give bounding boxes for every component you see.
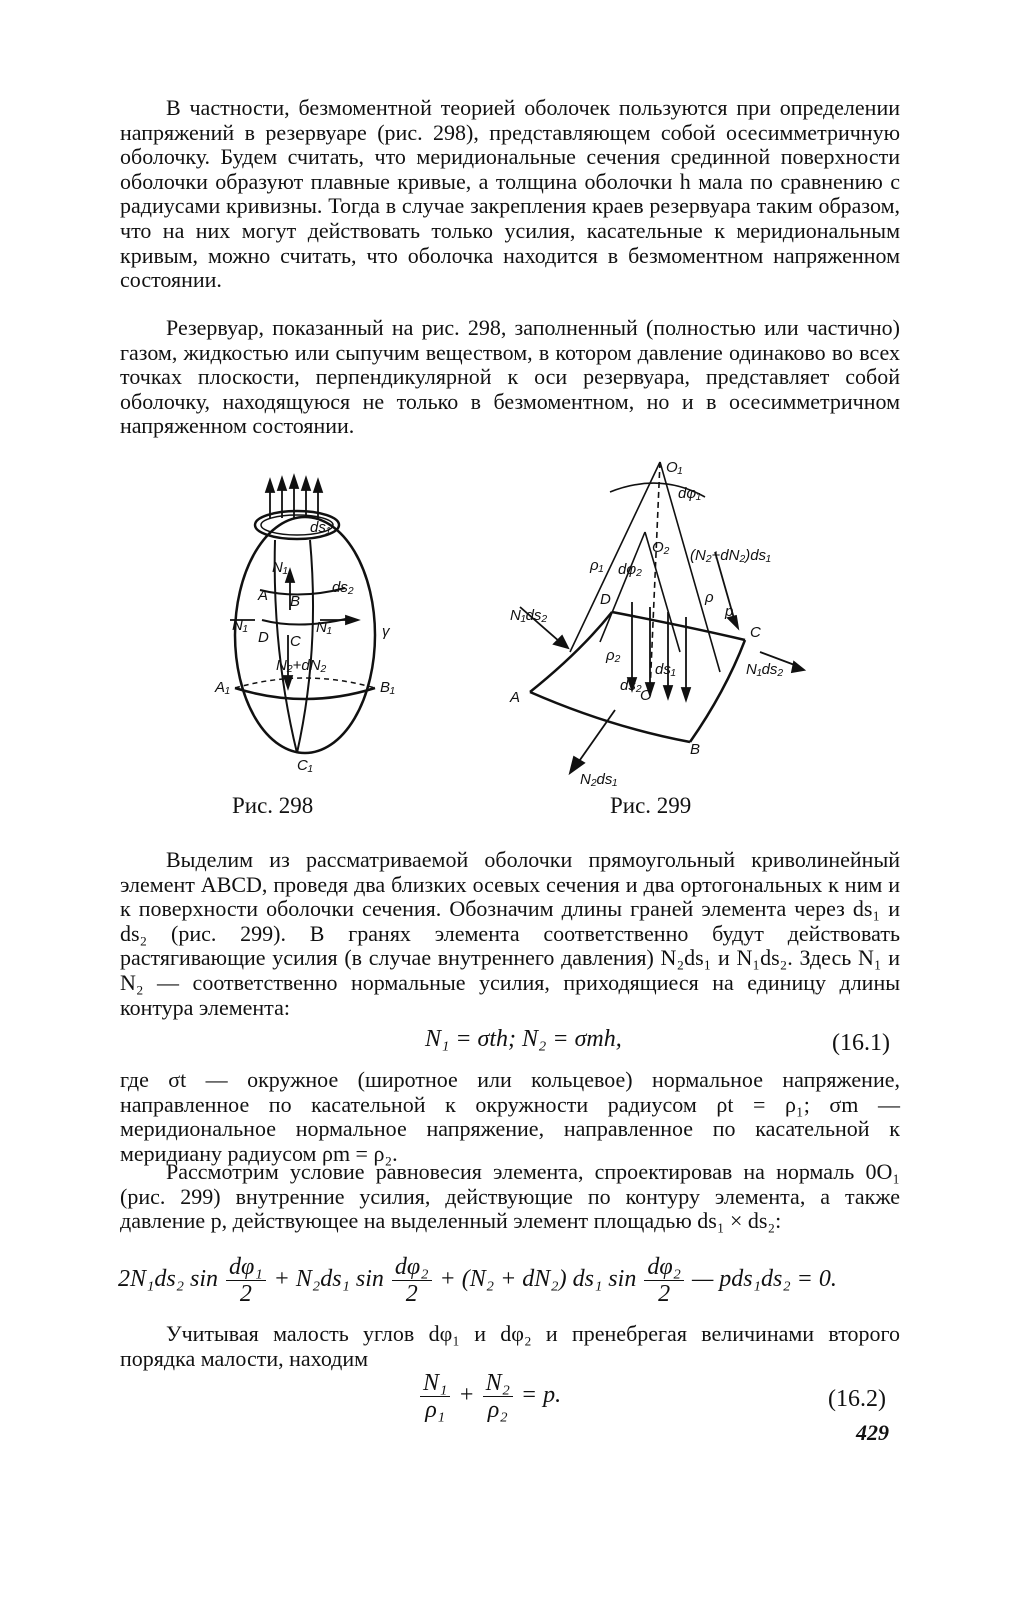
fig298-label-d: D	[258, 629, 269, 646]
fig299-label-ds1: ds₁	[655, 661, 676, 678]
eq162-fraction-1: $\frac{\text{N₁}}{\text{ρ₁}}$	[420, 1370, 450, 1423]
fig299-label-n1ds2-right: N₁ds₂	[746, 661, 784, 678]
fig299-label-rho: ρ	[705, 589, 714, 606]
fig298-label-gamma: γ	[382, 623, 390, 640]
fig299-label-dphi1: dφ₁	[678, 485, 701, 502]
fig299-label-ds2: ds₂	[620, 677, 642, 694]
eq-term-3: + (N₂ + dN₂) ds₁ sin	[439, 1266, 637, 1293]
figure-299-caption: Рис. 299	[610, 793, 692, 818]
fig299-label-n2ds1: N₂ds₁	[580, 771, 618, 788]
eq162-rhs: = p.	[520, 1382, 562, 1409]
eq-fraction-1: $\frac{\text{dφ₁}}{2}$	[226, 1254, 266, 1307]
paragraph-2: Резервуар, показанный на рис. 298, заполненный (полностью или частично) газом, жидкостью или сыпучим веществом, в котором давление одинаково во всех точках плоскости, перпендикулярной к оси резервуара, представляет собой оболочку, находящуюся не только в безмоментном, но и в осесимметричном напряженном состоянии.	[120, 315, 900, 439]
equation-16-2-number: (16.2)	[828, 1386, 886, 1412]
eq162-fraction-2: $\frac{\text{N₂}}{\text{ρ₂}}$	[483, 1370, 513, 1423]
paragraph-1: В частности, безмоментной теорией оболочек пользуются при определении напряжений в резервуаре (рис. 298), представляющем собой осесимметричную оболочку. Будем считать, что меридиональные сечения срединной поверхности оболочки образуют плавные кривые, а толщина оболочки h мала по сравнению с радиусами кривизны. Тогда в случае закрепления краев резервуара таким образом, что на них могут действовать только усилия, касательные к меридиональным кривым, можно считать, что оболочка находится в безмоментном напряженном состоянии.	[120, 95, 900, 293]
fig299-label-b: B	[690, 741, 701, 758]
fig298-label-n1-top: N₁	[272, 559, 288, 576]
eq162-plus: +	[458, 1382, 475, 1409]
fig298-label-n2dn2: N₂+dN₂	[276, 657, 327, 674]
edge-ad	[530, 612, 612, 692]
fig299-label-p: p	[725, 603, 734, 620]
shell-outline	[235, 517, 375, 753]
figure-298-caption: Рис. 298	[232, 793, 314, 818]
fig298-label-a: A	[258, 587, 269, 604]
fig299-label-o1: O₁	[666, 459, 683, 476]
paragraph-4: где σt — окружное (широтное или кольцевое) нормальное напряжение, направленное по касательной к окружности радиусом ρt = ρ₁; σm — меридиональное нормальное напряжение, направленное по касательной к меридиану радиусом ρm = ρ₂.	[120, 1067, 900, 1166]
fig299-label-o: O	[640, 687, 652, 704]
paragraph-5: Рассмотрим условие равновесия элемента, спроектировав на нормаль 0O₁ (рис. 299) внутренние усилия, действующие по контуру элемента, а также давление p, действующее на выделенный элемент площадью ds₁ × ds₂:	[120, 1159, 900, 1234]
eq-term-2: + N₂ds₁ sin	[273, 1266, 384, 1293]
fig298-label-b1: B₁	[380, 679, 395, 696]
paragraph-6: Учитывая малость углов dφ₁ и dφ₂ и пренебрегая величинами второго порядка малости, находим	[120, 1321, 900, 1371]
page-number: 429	[856, 1420, 889, 1445]
equation-16-1-number: (16.1)	[832, 1030, 890, 1056]
edge-cb	[690, 640, 745, 742]
fig299-label-o2: O₂	[652, 539, 670, 556]
eq-fraction-3: $\frac{\text{dφ₂}}{2}$	[644, 1254, 684, 1307]
equation-16-2	[418, 1370, 561, 1423]
fig298-label-c: C	[290, 633, 301, 650]
fig299-label-dphi2: dφ₂	[618, 561, 642, 578]
fig298-label-a1: A₁	[215, 679, 230, 696]
equation-equilibrium	[118, 1254, 908, 1307]
fig298-label-n1-left: N₁	[232, 617, 248, 634]
eq-term-4: — pds₁ds₂ = 0.	[691, 1266, 837, 1293]
equation-16-1: N₁ = σth; N₂ = σmh,	[425, 1026, 622, 1052]
fig299-label-rho2: ρ₂	[606, 647, 621, 664]
figure-299	[500, 452, 810, 792]
eq-term-1: 2N₁ds₂ sin	[118, 1266, 219, 1293]
fig299-label-a: A	[510, 689, 521, 706]
latitude-a1-b1	[235, 688, 375, 699]
fig299-label-n2dn2ds1: (N₂+dN₂)ds₁	[690, 547, 771, 564]
fig299-label-n1ds2-left: N₁ds₂	[510, 607, 548, 624]
fig298-label-b: B	[290, 593, 301, 610]
figure-298	[200, 470, 410, 780]
fig298-label-ds1: ds₁	[310, 519, 331, 536]
fig298-label-c1: C₁	[297, 757, 313, 774]
fig299-label-rho1: ρ₁	[590, 557, 604, 574]
eq-fraction-2: $\frac{\text{dφ₂}}{2}$	[392, 1254, 432, 1307]
fig299-label-c: C	[750, 624, 761, 641]
fig298-label-n1-right: N₁	[316, 619, 332, 636]
fig298-label-ds2: ds₂	[332, 579, 354, 596]
paragraph-3: Выделим из рассматриваемой оболочки прямоугольный криволинейный элемент ABCD, проведя два близких осевых сечения и два ортогональных к ним и к поверхности оболочки сечения. Обозначим длины граней элемента через ds₁ и ds₂ (рис. 299). В гранях элемента соответственно будут действовать растягивающие усилия (в случае внутреннего давления) N₂ds₁ и N₁ds₂. Здесь N₁ и N₂ — соответственно нормальные усилия, приходящиеся на единицу длины контура элемента:	[120, 847, 900, 1020]
fig299-label-d: D	[600, 591, 611, 608]
